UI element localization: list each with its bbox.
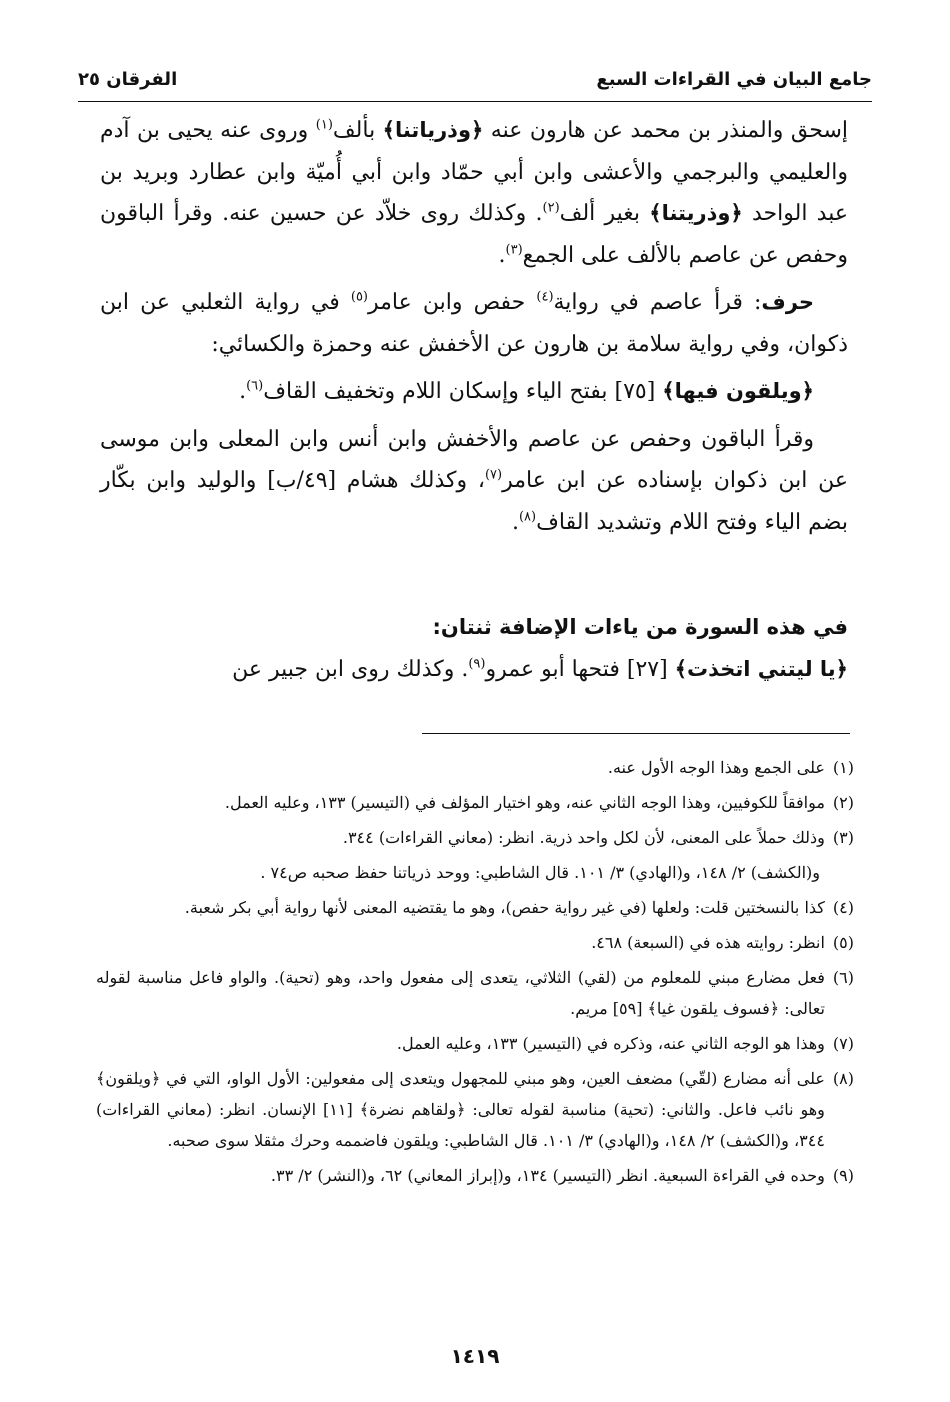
quran-quote: ﴿وذرياتنا﴾ xyxy=(382,118,484,142)
quran-quote: ﴿ويلقون فيها﴾ xyxy=(662,379,814,403)
footnote-ref[interactable]: (٣) xyxy=(505,242,523,258)
paragraph-5: ﴿يا ليتني اتخذت﴾ [٢٧] فتحها أبو عمرو$^{(٩)}$. وكذلك روى ابن جبير عن xyxy=(232,656,848,682)
footnote-number: (٢) xyxy=(832,793,854,812)
paragraph-1: إسحق والمنذر بن محمد عن هارون عنه ﴿وذرياتنا﴾ بألف$^{(١)}$ وروى عنه يحيى بن آدم والعليمي والبرجمي والأعشى وابن أبي حمّاد وابن أبي أُميّة وابن عطارد وبريد بن عبد الواحد ﴿وذريتنا﴾ بغير ألف$^{(٢)}$. وكذلك روى خلاّد عن حسين عنه. وقرأ الباقون وحفص عن عاصم بالألف على الجمع$^{(٣)}$. xyxy=(100,117,848,268)
footnote-ref[interactable]: (٩) xyxy=(468,656,486,672)
footnote xyxy=(96,752,854,783)
footnote-text: فعل مضارع مبني للمعلوم من (لقي) الثلاثي، يتعدى إلى مفعول واحد، وهو (تحية). والواو فاعل مناسبة لقوله تعالى: ﴿فسوف يلقون غيا﴾ [٥٩] مريم. xyxy=(96,968,825,1018)
footnote-rule xyxy=(422,733,850,734)
header-rule xyxy=(78,101,872,102)
footnote-ref[interactable]: (٥) xyxy=(350,289,368,305)
footnote-continuation: و(الكشف) ٢/ ١٤٨، و(الهادي) ٣/ ١٠١. قال الشاطبي: ووحد ذرياتنا حفظ صحبه ص٧٤ . xyxy=(260,863,820,882)
running-header xyxy=(78,62,872,96)
footnote-ref[interactable]: (٧) xyxy=(484,467,503,483)
paragraph-2: حرف: قرأ عاصم في رواية$^{(٤)}$ حفص وابن عامر$^{(٥)}$ في رواية الثعلبي عن ابن ذكوان، وفي رواية سلامة بن هارون عن الأخفش عنه وحمزة والكسائي: xyxy=(100,289,848,357)
footnote xyxy=(96,822,854,853)
footnote xyxy=(96,927,854,958)
footnote-number: (٤) xyxy=(832,898,854,917)
footnote xyxy=(96,1160,854,1191)
footnote xyxy=(96,1063,854,1156)
book-title: جامع البيان في القراءات السبع xyxy=(596,68,872,90)
footnote xyxy=(96,1028,854,1059)
footnote-ref[interactable]: (٢) xyxy=(542,200,560,216)
footnote-text: وحده في القراءة السبعية. انظر (التيسير) ١٣٤، و(إبراز المعاني) ٦٢، و(النشر) ٢/ ٣٣. xyxy=(270,1166,825,1185)
footnote-ref[interactable]: (٦) xyxy=(246,378,264,394)
quran-quote: ﴿يا ليتني اتخذت﴾ xyxy=(674,656,848,681)
footnote-text: كذا بالنسختين قلت: ولعلها (في غير رواية حفص)، وهو ما يقتضيه المعنى لأنها رواية أبي بكر شعبة. xyxy=(184,898,825,917)
footnotes xyxy=(96,752,854,1195)
footnote-number: (١) xyxy=(832,758,854,777)
section-title: في هذه السورة من ياءات الإضافة ثنتان: xyxy=(432,615,848,639)
footnote xyxy=(96,892,854,923)
footnote-ref[interactable]: (١) xyxy=(315,117,333,133)
quran-quote: ﴿وذريتنا﴾ xyxy=(649,201,743,225)
paragraph-3: ﴿ويلقون فيها﴾ [٧٥] بفتح الياء وإسكان اللام وتخفيف القاف$^{(٦)}$. xyxy=(239,378,814,404)
page-number: ١٤١٩ xyxy=(450,1344,500,1368)
footnote-number: (٦) xyxy=(832,968,854,987)
footnote-number: (٩) xyxy=(832,1166,854,1185)
footnote-ref[interactable]: (٨) xyxy=(518,509,537,525)
footnote-text: وهذا هو الوجه الثاني عنه، وذكره في (التيسير) ١٣٣، وعليه العمل. xyxy=(396,1034,825,1053)
blank-space xyxy=(100,549,848,607)
paragraph-lead: حرف xyxy=(761,290,815,314)
footnote-text: على الجمع وهذا الوجه الأول عنه. xyxy=(607,758,825,777)
footnote-number: (٧) xyxy=(832,1034,854,1053)
footnote-text: انظر: روايته هذه في (السبعة) ٤٦٨. xyxy=(591,933,825,952)
paragraph-4: وقرأ الباقون وحفص عن عاصم والأخفش وابن أنس وابن المعلى وابن موسى عن ابن ذكوان بإسناده عن ابن عامر$^{(٧)}$، وكذلك هشام [٤٩/ب] والوليد وابن بكّار بضم الياء وفتح اللام وتشديد القاف$^{(٨)}$. xyxy=(100,426,848,535)
footnote-number: (٣) xyxy=(832,828,854,847)
surah-label: الفرقان ٢٥ xyxy=(78,68,178,90)
footnote-ref[interactable]: (٤) xyxy=(536,289,554,305)
footnote-number: (٥) xyxy=(832,933,854,952)
footnote-text: موافقاً للكوفيين، وهذا الوجه الثاني عنه، وهو اختيار المؤلف في (التيسير) ١٣٣، وعليه العمل. xyxy=(224,793,825,812)
footnote xyxy=(96,962,854,1024)
footnote-text: على أنه مضارع (لقّي) مضعف العين، وهو مبني للمجهول ويتعدى إلى مفعولين: الأول الواو، التي في ﴿ويلقون﴾ وهو نائب فاعل. والثاني: (تحية) مناسبة لقوله تعالى: ﴿ولقاهم نضرة﴾ [١١] الإنسان. انظر: (معاني القراءات) ٣٤٤، و(الكشف) ٢/ ١٤٨، و(الهادي) ٣/ ١٠١. قال الشاطبي: ويلقون فاضممه وحرك مثقلا سوى صحبه. xyxy=(96,1069,825,1150)
main-text xyxy=(100,110,848,696)
footnote-text: وذلك حملاً على المعنى، لأن لكل واحد ذرية. انظر: (معاني القراءات) ٣٤٤. xyxy=(342,828,825,847)
footnote-number: (٨) xyxy=(832,1069,854,1088)
footnote xyxy=(96,787,854,818)
